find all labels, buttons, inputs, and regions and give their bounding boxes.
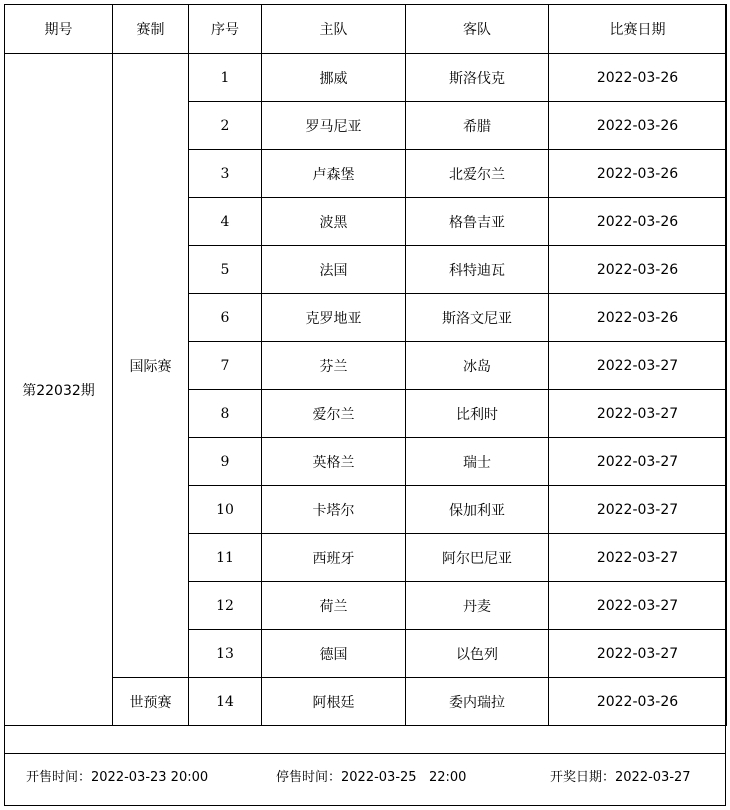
- away-team-cell: 比利时: [406, 390, 549, 438]
- home-team-cell: 爱尔兰: [262, 390, 406, 438]
- match-number-cell: 3: [189, 150, 262, 198]
- match-number-cell: 12: [189, 582, 262, 630]
- format-cell: 国际赛: [113, 54, 189, 678]
- col-header-home: 主队: [262, 5, 406, 54]
- sale-info-footer: [4, 758, 726, 788]
- home-team-cell: 卡塔尔: [262, 486, 406, 534]
- format-cell: 世预赛: [113, 678, 189, 726]
- match-date-cell: 2022-03-26: [549, 294, 727, 342]
- match-date-cell: 2022-03-27: [549, 486, 727, 534]
- home-team-cell: 罗马尼亚: [262, 102, 406, 150]
- match-date-cell: 2022-03-26: [549, 102, 727, 150]
- match-number-cell: 9: [189, 438, 262, 486]
- col-header-period: 期号: [5, 5, 113, 54]
- sale-start-time: 开售时间：2022-03-23 20:00: [26, 770, 209, 785]
- match-number-cell: 6: [189, 294, 262, 342]
- match-date-cell: 2022-03-26: [549, 198, 727, 246]
- home-team-cell: 芬兰: [262, 342, 406, 390]
- col-header-number: 序号: [189, 5, 262, 54]
- away-team-cell: 斯洛文尼亚: [406, 294, 549, 342]
- away-team-cell: 阿尔巴尼亚: [406, 534, 549, 582]
- match-number-cell: 7: [189, 342, 262, 390]
- away-team-cell: 以色列: [406, 630, 549, 678]
- home-team-cell: 西班牙: [262, 534, 406, 582]
- col-header-away: 客队: [406, 5, 549, 54]
- header-row: [5, 5, 727, 54]
- match-date-cell: 2022-03-27: [549, 582, 727, 630]
- match-schedule-table: [4, 4, 727, 726]
- match-date-cell: 2022-03-27: [549, 342, 727, 390]
- match-number-cell: 5: [189, 246, 262, 294]
- away-team-cell: 丹麦: [406, 582, 549, 630]
- match-date-cell: 2022-03-27: [549, 630, 727, 678]
- match-date-cell: 2022-03-26: [549, 678, 727, 726]
- home-team-cell: 克罗地亚: [262, 294, 406, 342]
- home-team-cell: 英格兰: [262, 438, 406, 486]
- col-header-format: 赛制: [113, 5, 189, 54]
- match-date-cell: 2022-03-26: [549, 54, 727, 102]
- away-team-cell: 格鲁吉亚: [406, 198, 549, 246]
- match-number-cell: 11: [189, 534, 262, 582]
- away-team-cell: 委内瑞拉: [406, 678, 549, 726]
- away-team-cell: 希腊: [406, 102, 549, 150]
- match-date-cell: 2022-03-26: [549, 246, 727, 294]
- blank-row: [4, 723, 726, 754]
- period-cell: 第22032期: [5, 54, 113, 726]
- draw-date: 开奖日期：2022-03-27: [550, 770, 691, 785]
- home-team-cell: 法国: [262, 246, 406, 294]
- home-team-cell: 挪威: [262, 54, 406, 102]
- match-date-cell: 2022-03-27: [549, 534, 727, 582]
- match-date-cell: 2022-03-27: [549, 438, 727, 486]
- match-date-cell: 2022-03-27: [549, 390, 727, 438]
- match-date-cell: 2022-03-26: [549, 150, 727, 198]
- away-team-cell: 瑞士: [406, 438, 549, 486]
- away-team-cell: 保加利亚: [406, 486, 549, 534]
- away-team-cell: 北爱尔兰: [406, 150, 549, 198]
- home-team-cell: 德国: [262, 630, 406, 678]
- sale-stop-time: 停售时间：2022-03-25 22:00: [276, 770, 467, 785]
- away-team-cell: 斯洛伐克: [406, 54, 549, 102]
- table-row: [5, 54, 727, 102]
- home-team-cell: 阿根廷: [262, 678, 406, 726]
- match-number-cell: 8: [189, 390, 262, 438]
- match-number-cell: 10: [189, 486, 262, 534]
- match-number-cell: 2: [189, 102, 262, 150]
- away-team-cell: 冰岛: [406, 342, 549, 390]
- match-number-cell: 13: [189, 630, 262, 678]
- match-number-cell: 14: [189, 678, 262, 726]
- home-team-cell: 卢森堡: [262, 150, 406, 198]
- col-header-date: 比赛日期: [549, 5, 727, 54]
- home-team-cell: 荷兰: [262, 582, 406, 630]
- table-row: [5, 678, 727, 726]
- match-number-cell: 4: [189, 198, 262, 246]
- match-number-cell: 1: [189, 54, 262, 102]
- home-team-cell: 波黑: [262, 198, 406, 246]
- away-team-cell: 科特迪瓦: [406, 246, 549, 294]
